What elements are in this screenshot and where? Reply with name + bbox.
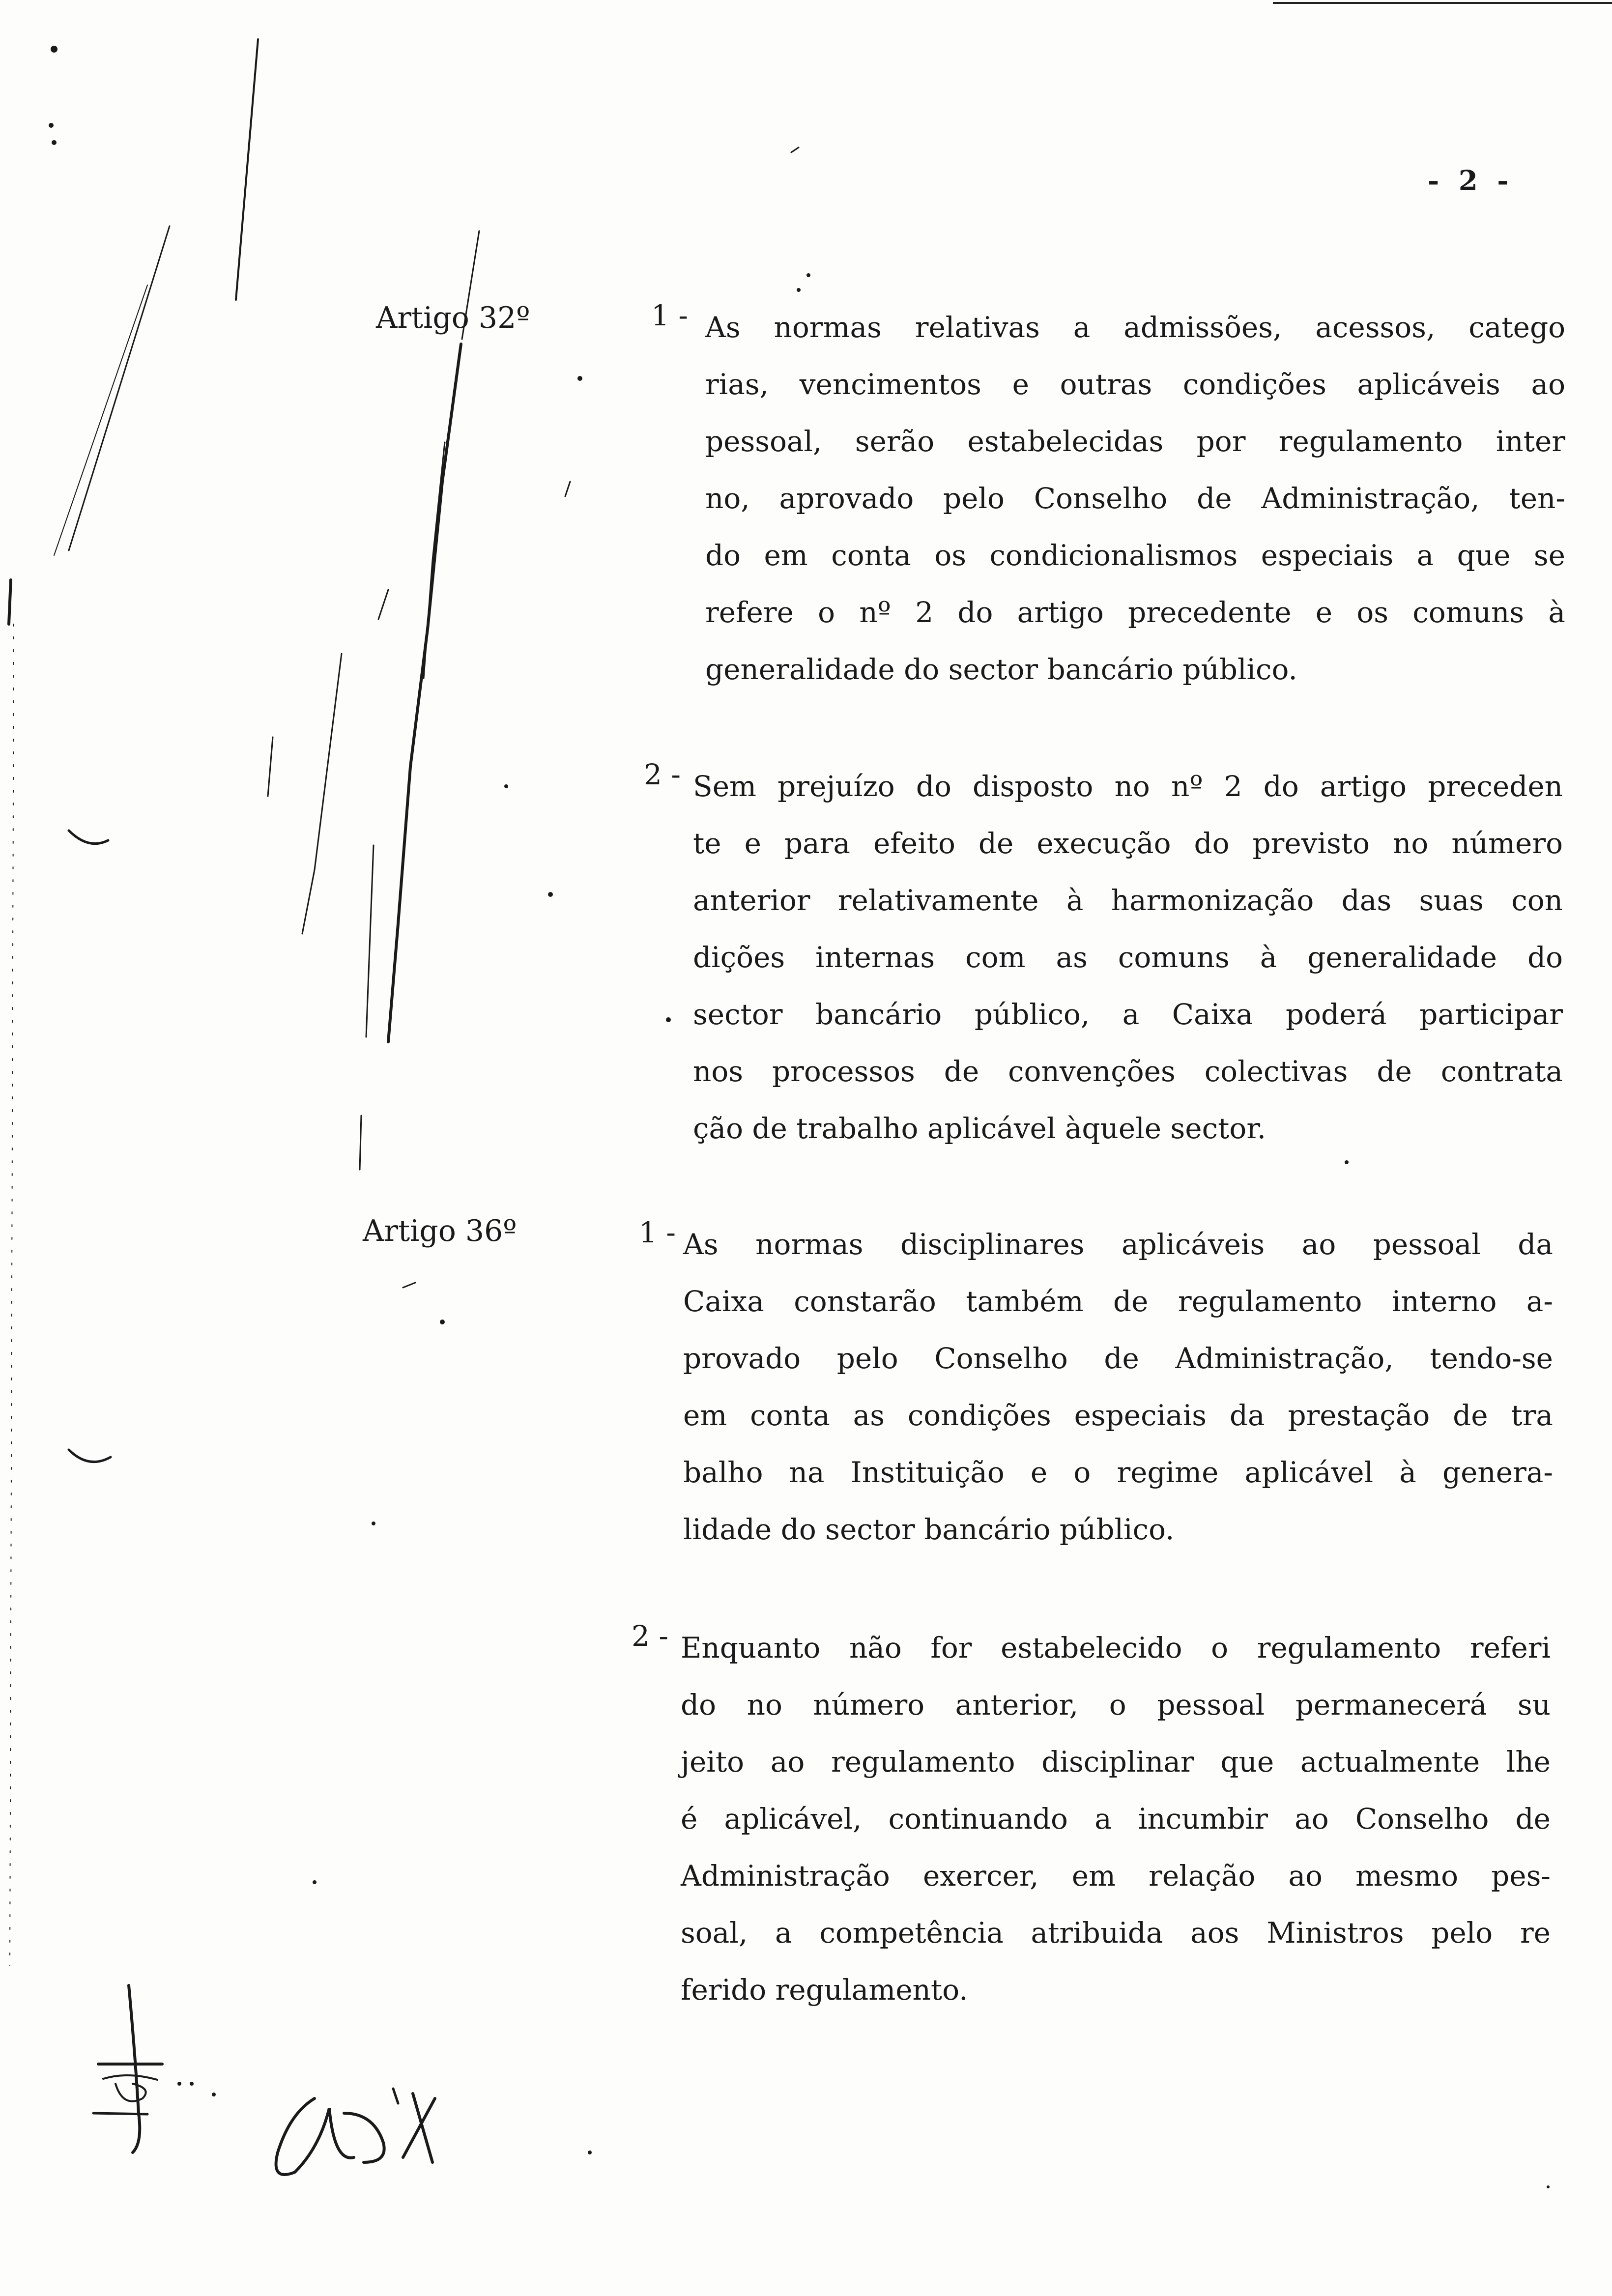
text-line: generalidade do sector bancário público. — [705, 653, 1297, 686]
text-line: ção de trabalho aplicável àquele sector. — [693, 1112, 1267, 1145]
clause-number: 1 - — [651, 299, 688, 332]
text-line: do em conta os condicionalismos especiais a que se — [705, 539, 1565, 572]
text-line: Enquanto não for estabelecido o regulamento referi — [681, 1631, 1551, 1665]
text-line: em conta as condições especiais da prestação de tra — [683, 1399, 1553, 1432]
margin-stroke — [302, 654, 342, 934]
text-line: no, aprovado pelo Conselho de Administração, ten- — [705, 482, 1565, 515]
text-line: soal, a competência atribuida aos Ministros pelo re — [681, 1916, 1551, 1950]
text-line: pessoal, serão estabelecidas por regulamento inter — [705, 425, 1565, 458]
margin-stroke — [366, 845, 374, 1037]
text-line: é aplicável, continuando a incumbir ao Conselho de — [681, 1802, 1551, 1836]
text-line: refere o nº 2 do artigo precedente e os comuns à — [705, 596, 1565, 629]
text-line: jeito ao regulamento disciplinar que actualmente lhe — [681, 1745, 1551, 1779]
margin-stroke — [360, 1116, 361, 1170]
margin-stroke — [54, 285, 147, 555]
text-line: sector bancário público, a Caixa poderá participar — [693, 998, 1563, 1031]
text-line: nos processos de convenções colectivas de contrata — [693, 1055, 1563, 1088]
article-label: Artigo 36º — [363, 1214, 517, 1248]
text-line: balho na Instituição e o regime aplicável à genera- — [683, 1456, 1553, 1489]
text-line: lidade do sector bancário público. — [683, 1513, 1175, 1546]
text-line: As normas relativas a admissões, acessos, catego — [705, 311, 1565, 344]
margin-stroke — [462, 231, 479, 339]
text-line: anterior relativamente à harmonização das suas con — [693, 884, 1563, 917]
text-line: do no número anterior, o pessoal permanecerá su — [681, 1688, 1551, 1722]
clause-number: 2 - — [644, 758, 681, 791]
text-line: ferido regulamento. — [681, 1973, 968, 2007]
text-line: Caixa constarão também de regulamento interno a- — [683, 1285, 1553, 1318]
clause-number: 1 - — [639, 1216, 676, 1249]
text-line: dições internas com as comuns à generalidade do — [693, 941, 1563, 974]
text-line: rias, vencimentos e outras condições aplicáveis ao — [705, 368, 1565, 401]
text-line: te e para efeito de execução do previsto no número — [693, 827, 1563, 860]
text-line: Administração exercer, em relação ao mesmo pes- — [681, 1859, 1551, 1893]
margin-stroke — [69, 226, 170, 550]
text-line: Sem prejuízo do disposto no nº 2 do artigo preceden — [693, 770, 1563, 803]
article-label: Artigo 32º — [376, 301, 530, 335]
margin-stroke — [268, 737, 273, 796]
text-line: As normas disciplinares aplicáveis ao pessoal da — [683, 1228, 1553, 1261]
margin-stroke — [388, 344, 461, 1042]
clause-number: 2 - — [632, 1619, 668, 1653]
page-number: - 2 - — [1428, 165, 1514, 197]
text-line: provado pelo Conselho de Administração, tendo-se — [683, 1342, 1553, 1375]
margin-stroke — [236, 39, 258, 300]
